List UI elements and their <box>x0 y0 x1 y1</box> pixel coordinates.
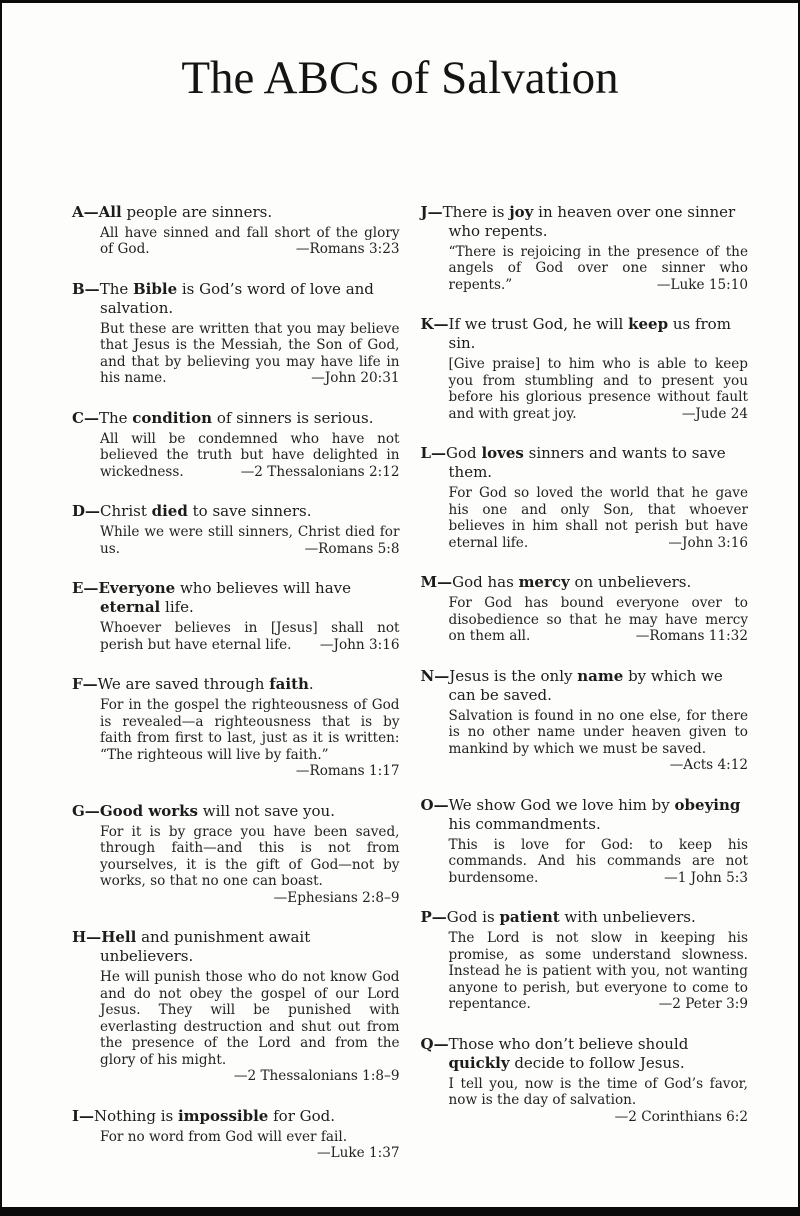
entry-letter: M— <box>420 573 453 592</box>
entry-heading <box>72 579 400 617</box>
entry-heading-text: Everyone who believes will have eternal life. <box>98 579 351 617</box>
entry-letter: P— <box>420 908 447 927</box>
verse-reference: —1 John 5:3 <box>664 869 748 886</box>
entry-heading-text: Good works will not save you. <box>99 801 335 820</box>
verse-text: For it is by grace you have been saved, through faith—and this is not from yourselves, it is the gift of God—not by works, so that no one can boast. <box>100 823 400 890</box>
entry-heading-text: God loves sinners and wants to save them. <box>446 444 726 482</box>
entry-quote <box>100 697 400 780</box>
entry-heading <box>421 1035 749 1073</box>
verse-reference: —2 Corinthians 6:2 <box>614 1108 748 1125</box>
verse-text: I tell you, now is the time of God’s favor, now is the day of salvation. <box>448 1075 748 1109</box>
entry-letter: G— <box>72 801 100 820</box>
entry-quote <box>100 969 400 1085</box>
entry-quote <box>449 595 749 645</box>
verse-text: All will be condemned who have not believed the truth but have delighted in wickedness. <box>100 430 400 480</box>
entry-O <box>421 796 749 887</box>
entry-letter: H— <box>72 928 102 947</box>
entry-J <box>421 203 749 294</box>
entry-letter: L— <box>420 444 447 463</box>
entry-letter: F— <box>72 675 98 694</box>
verse-reference: —2 Thessalonians 2:12 <box>240 463 400 480</box>
verse-text: He will punish those who do not know God and do not obey the gospel of our Lord Jesus. They will be punished with everlasting destruction and shut out from the presence of the Lord and from the glory of his might. <box>100 969 400 1068</box>
entry-letter: K— <box>420 315 449 334</box>
entry-H <box>72 928 400 1085</box>
entry-A <box>72 203 400 258</box>
entry-heading-text: God is patient with unbelievers. <box>446 908 696 927</box>
entry-L <box>421 444 749 551</box>
entry-heading-text: We show God we love him by obeying his commandments. <box>448 795 741 833</box>
entry-heading <box>421 573 749 592</box>
verse-text: For God so loved the world that he gave his one and only Son, that whoever believes in him shall not perish but have eternal life. <box>448 485 748 551</box>
entry-heading-text: The Bible is God’s word of love and salvation. <box>99 279 374 317</box>
entry-heading <box>72 409 400 428</box>
entry-heading <box>421 203 749 241</box>
verse-text: [Give praise] to him who is able to keep you from stumbling and to present you before his glorious presence without fault and with great joy. <box>448 356 748 422</box>
entry-quote <box>449 1076 749 1126</box>
verse-reference: —2 Thessalonians 1:8–9 <box>233 1068 400 1085</box>
entry-heading <box>72 802 400 821</box>
verse-reference: —Luke 15:10 <box>656 276 748 293</box>
entry-quote <box>100 225 400 258</box>
entry-quote <box>449 485 749 551</box>
column-left <box>72 203 400 1184</box>
entry-heading <box>72 502 400 521</box>
entry-quote <box>100 431 400 481</box>
entry-letter: C— <box>72 408 99 427</box>
entry-quote <box>100 824 400 907</box>
entry-quote <box>100 524 400 557</box>
entry-heading <box>72 928 400 966</box>
entry-letter: E— <box>72 579 99 598</box>
verse-reference: —Luke 1:37 <box>316 1145 400 1162</box>
entry-quote <box>100 1129 400 1162</box>
entry-heading-text: If we trust God, he will keep us from sin. <box>448 315 731 353</box>
entry-heading-text: Christ died to save sinners. <box>100 502 312 521</box>
entry-heading-text: Those who don’t believe should quickly decide to follow Jesus. <box>448 1034 689 1072</box>
verse-text: Whoever believes in [Jesus] shall not perish but have eternal life. <box>100 620 400 653</box>
entry-heading-text: God has mercy on unbelievers. <box>452 573 692 592</box>
entry-N <box>421 667 749 774</box>
entry-heading-text: Nothing is impossible for God. <box>94 1106 336 1125</box>
entry-letter: D— <box>72 502 101 521</box>
entry-quote <box>449 356 749 422</box>
verse-reference: —John 3:16 <box>319 636 400 653</box>
entry-heading <box>72 1107 400 1126</box>
entry-P <box>421 908 749 1013</box>
entry-heading-text: Hell and punishment await unbelievers. <box>100 928 311 966</box>
entry-heading <box>421 796 749 834</box>
entry-heading <box>72 203 400 222</box>
entry-heading-text: All people are sinners. <box>98 202 273 221</box>
verse-text: While we were still sinners, Christ died for us. <box>100 524 400 557</box>
entry-heading <box>421 444 749 482</box>
verse-reference: —John 20:31 <box>311 370 400 387</box>
entry-G <box>72 802 400 907</box>
entry-K <box>421 315 749 422</box>
verse-reference: —Romans 11:32 <box>635 628 748 645</box>
entry-E <box>72 579 400 653</box>
entry-heading <box>72 675 400 694</box>
entry-letter: B— <box>72 279 100 298</box>
verse-reference: —Romans 3:23 <box>295 241 400 258</box>
entry-quote <box>449 244 749 294</box>
verse-reference: —Romans 5:8 <box>304 540 400 557</box>
entry-heading-text: There is joy in heaven over one sinner who repents. <box>442 202 736 240</box>
entry-M <box>421 573 749 645</box>
entry-quote <box>100 321 400 387</box>
verse-text: “There is rejoicing in the presence of the angels of God over one sinner who repents.” <box>448 243 748 293</box>
verse-reference: —Acts 4:12 <box>669 757 748 774</box>
verse-reference: —John 3:16 <box>668 534 748 551</box>
verse-text: This is love for God: to keep his commands. And his commands are not burdensome. <box>448 836 748 886</box>
entry-heading-text: We are saved through faith. <box>97 675 314 694</box>
verse-reference: —Ephesians 2:8–9 <box>273 889 400 906</box>
verse-text: For in the gospel the righteousness of God is revealed—a righteousness that is by faith from first to last, just as it is written: “The righteous will live by faith.” <box>100 697 400 763</box>
entry-quote <box>449 930 749 1013</box>
entry-letter: N— <box>420 666 450 685</box>
verse-reference: —Jude 24 <box>681 405 748 422</box>
entry-B <box>72 280 400 387</box>
entry-heading-text: Jesus is the only name by which we can be saved. <box>448 666 723 704</box>
verse-reference: —2 Peter 3:9 <box>658 996 748 1013</box>
entry-quote <box>100 620 400 653</box>
entry-heading <box>421 908 749 927</box>
page-title: The ABCs of Salvation <box>181 52 619 104</box>
entry-C <box>72 409 400 481</box>
entry-letter: I— <box>72 1106 95 1125</box>
entry-heading <box>421 667 749 705</box>
verse-reference: —Romans 1:17 <box>295 763 400 780</box>
entry-Q <box>421 1035 749 1126</box>
entry-letter: J— <box>420 202 443 221</box>
verse-text: Salvation is found in no one else, for there is no other name under heaven given to mankind by which we must be saved. <box>448 707 748 757</box>
entry-quote <box>449 837 749 887</box>
entry-I <box>72 1107 400 1162</box>
entry-heading <box>421 315 749 353</box>
entry-heading-text: The condition of sinners is serious. <box>98 408 374 427</box>
entry-letter: O— <box>420 795 449 814</box>
entry-letter: A— <box>72 202 99 221</box>
verse-text: For God has bound everyone over to disobedience so that he may have mercy on them all. <box>448 595 748 645</box>
entry-heading <box>72 280 400 318</box>
column-right <box>421 203 749 1184</box>
entry-letter: Q— <box>420 1034 449 1053</box>
entry-quote <box>449 708 749 774</box>
verse-text: For no word from God will ever fail. <box>100 1128 348 1145</box>
entry-D <box>72 502 400 557</box>
verse-text: All have sinned and fall short of the glory of God. <box>100 224 400 258</box>
verse-text: But these are written that you may believe that Jesus is the Messiah, the Son of God, and that by believing you may have life in his name. <box>100 320 400 387</box>
content-columns <box>2 203 798 1184</box>
verse-text: The Lord is not slow in keeping his promise, as some understand slowness. Instead he is patient with you, not wanting anyone to perish, but everyone to come to repentance. <box>448 930 748 1013</box>
entry-F <box>72 675 400 780</box>
